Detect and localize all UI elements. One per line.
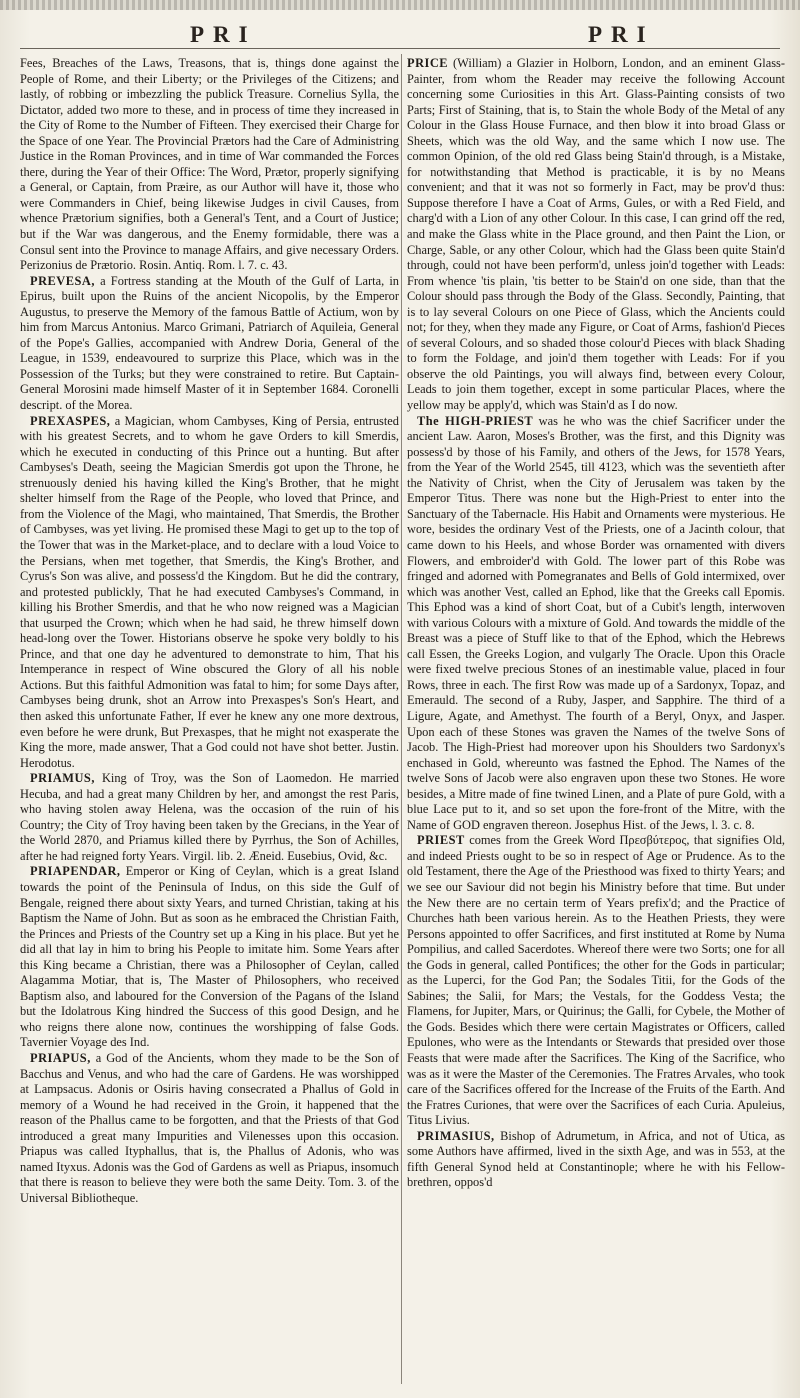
entry-text: Fees, Breaches of the Laws, Treasons, that is, things done against the People of Rome, and their Liberty; or the Privileges of the Citizens; and lastly, of robbing or imbezzling the publick Treasure. Cornelius Sylla, the Dictator, added two more to these, and in process of time they increased in the City of Rome to the Number of Fifteen. They exercised their Charge for the Space of one Year. The Provincial Prætors had the Care of Administring Justice in the Roman Provinces, and in time of War commanded the Forces there, during the Year of their Office: The Word, Prætor, properly signifying a General, or Captain, from Præire, as our Author will have it, those who were Commanders in Chief, being likewise Judges in civil Causes, from whence Prætorium signifies, both a General's Tent, and a Court of Justice; but if the War was dangerous, and the Enemy formidable, there was a Consul sent into the Province to manage Affairs, and give necessary Orders. Perizonius de Prætorio. Rosin. Antiq. Rom. l. 7. c. 43. bbox=[20, 56, 399, 273]
entry-text: Bishop of Adrumetum, in Africa, and not of Utica, as some Authors have affirmed, lived in the sixth Age, and was in 553, at the fifth General Synod held at Constantinople; where he with his Fellow-brethren, oppos'd bbox=[407, 1128, 785, 1190]
entry-priapus bbox=[20, 1051, 399, 1206]
entry-prexaspes bbox=[20, 414, 399, 772]
entry-text: (William) a Glazier in Holborn, London, and an eminent Glass-Painter, from whom the Reader may receive the following Account concerning some Curiosities in this Art. Glass-Painting consists of two Parts; First of Staining, that is, to Stain the whole Body of the Metal of any Colour in the Glass House Furnace, and then blow it into broad Glass or Sheets, which was the old Way, and the same which I now use. The common Opinion, of the old red Glass being Stain'd through, is a Mistake, for notwithstanding that Method is practicable, it is by no Means convenient; and that it was not so formerly in Fact, may be prov'd thus: Suppose therefore I have a Coat of Arms, Gules, or with a Red Field, and charg'd with a Lion of any other Colour. In this case, I can grind off the red, and make the Glass white in the Place ground, and then Paint the Lion, or Charge, Sable, or any other Colour, which had the Glass been quite Stain'd through, could not have been perform'd, unless join'd together with Leads: From whence 'tis plain, 'tis better to be Stain'd on one side, than that the Colour should pass through the Body of the Glass. Secondly, Painting, that is to lay several Colours on one Piece of Glass, which the Ancients could not; for they, when they made any Figure, or Coat of Arms, fashion'd Pieces of several Colours, and so shaded those colour'd Pieces with black Shading to form the Foldage, and join'd them together with Leads: For if you observe the old Paintings, you will always find, between every Colour, Leads to join them together, except in some particular Places, where the yellow may be apply'd, which was Stain'd as I do now. bbox=[407, 56, 785, 413]
entry-praetor-continued bbox=[20, 56, 399, 274]
entry-text: a God of the Ancients, whom they made to be the Son of Bacchus and Venus, and who had the care of Gardens. He was worshipped at Lampsacus. Adonis or Osiris having consecrated a Phallus of Gold in memory of a Wound he had received in the Groin, it happened that the reason of the Phallus came to be forgotten, and that the Priests of that God introduced a great many Impurities and Vilenesses upon this occasion. Priapus was called Ityphallus, that is, the Phallus of Adonis, who was named Ityxus. Adonis was the God of Gardens as well as Priapus, insomuch that there is reason to believe they were both the same Deity. Tom. 3. of the Universal Bibliotheque. bbox=[20, 1051, 399, 1205]
entry-priest bbox=[407, 833, 785, 1128]
entry-headword: PREVESA, bbox=[30, 273, 95, 288]
column-divider bbox=[401, 54, 402, 1384]
entry-prevesa bbox=[20, 274, 399, 414]
entry-headword: The HIGH-PRIEST bbox=[417, 413, 534, 428]
entry-high-priest bbox=[407, 414, 785, 834]
entry-headword: PRIMASIUS, bbox=[417, 1128, 495, 1143]
page-header bbox=[0, 8, 800, 50]
entry-text: comes from the Greek Word Πρεσβύτερος, that signifies Old, and indeed Priests ought to be so in respect of Age or Prudence. As to the old Testament, there the Age of the Priesthood was fixed to thirty Years; and we see our Saviour did not begin his Ministry before that time. But under the New there are no certain term of Years prefix'd; and the Practice of Churches hath been various herein. As to the Heathen Priests, they were Persons appointed to offer Sacrifices, and first instituted at Rome by Numa Pompilius, and called Sacerdotes. Whereof there were two Sorts; one for all the Gods in general, called Pontifices; the other for the Gods in particular; as the Luperci, for the God Pan; the Sodales Titii, for the Gods of the Sabines; the Salii, for Mars; the Vestals, for the Goddess Vesta; the Flamens, for Jupiter, Mars, or Quirinus; the Galli, for Cybele, the Mother of the Gods. Besides which there were certain Magistrates or Officers, called Epulones, who were as the Intendants or Stewards that presided over those Feasts that were made after the Sacrifices. The King of the Sacrifice, who was as it were the Master of the Ceremonies. The Fratres Arvales, who took care of the Sacrifices offered for the Increase of the Fruits of the Earth. And the Fratres Curiones, that were over the Sacrifices of each Curia. Apuleius, Titus Livius. bbox=[407, 833, 785, 1128]
entry-text: King of Troy, was the Son of Laomedon. He married Hecuba, and had a great many Children by her, and amongst the rest Paris, who having stolen away Helena, was the occasion of the ruin of his Country; the City of Troy having been taken by the Grecians, in the Year of the World 2870, and Priamus killed there by Pyrrhus, the Son of Achilles, after he had reigned forty Years. Virgil. lib. 2. Æneid. Eusebius, Ovid, &c. bbox=[20, 771, 399, 863]
entry-primasius bbox=[407, 1129, 785, 1191]
left-column bbox=[20, 56, 399, 1386]
entry-headword: PRIAPUS, bbox=[30, 1051, 91, 1065]
entry-priamus bbox=[20, 771, 399, 864]
entry-text: Emperor or King of Ceylan, which is a great Island towards the point of the Peninsula of Indus, on this side the Gulf of Bengale, reigned there about sixty Years, and turned Christian, taking at his Baptism the Name of John. But as soon as he embraced the Christian Faith, the Princes and Priests of the Country set up a King in his place. But yet he did all that lay in him to bring his People to imitate him. Some Years after this King became a Christian, there was a Philosopher of Ceylan, called Alagamma Motiar, that is, The Master of Philosophers, who received Baptism also, and laboured for the Conversion of the Pagans of the Island but the Idolatrous King hindred the Success of this good Design, and he who reigns there alone now, continues the worshipping of false Gods. Tavernier Voyage des Ind. bbox=[20, 864, 399, 1050]
header-rule bbox=[20, 48, 780, 49]
entry-priapendar bbox=[20, 864, 399, 1051]
right-column bbox=[407, 56, 785, 1386]
running-head-right: PRI bbox=[588, 22, 655, 47]
entry-headword: PRICE bbox=[407, 56, 449, 70]
entry-text: a Fortress standing at the Mouth of the Gulf of Larta, in Epirus, built upon the Ruins of the ancient Nicopolis, by the Emperor Augustus, to preserve the Memory of the famous Battle of Actium, won by him from Marcus Antonius. Marco Grimani, Patriarch of Aquileia, General of the Pope's Gallies, accompanied with Andrew Doria, General of the League, in 1539, endeavoured to surprize this Place, which was in the Possession of the Turks; but they were constrained to retire. But Captain-General Morosini made himself Master of it in September 1684. Coronelli descript. of the Morea. bbox=[20, 273, 399, 413]
entry-text: a Magician, whom Cambyses, King of Persia, entrusted with his greatest Secrets, and to whom he gave Orders to kill Smerdis, which he executed in conducting of this Prince out a hunting. But after Cambyses's Death, seeing the Magician Smerdis got upon the Throne, he strenuously denied his having killed the King's Brother, that he might shelter himself from the Rage of the People, who loved that Prince, and from the Violence of the Magi, who maintained, That Smerdis, the Brother of Cambyses, was yet living. He promised these Magi to get up to the top of the Tower that was in the Market-place, and to declare with a loud Voice to the Persians, when met together, that Smerdis, the King's Brother, and Cyrus's Son was alive, and possess'd the Kingdom. But he did the contrary, and protested publickly, That he had executed Cambyses's Command, in killing his Brother Smerdis, and that he who now reigned was a Magician that usurped the Crown; which when he had said, he threw himself down head-long over the Tower. Historians observe he spoke very boldly to his Prince, and that one day he adventured to demonstrate to him, That his Intemperance in respect of Wine obscured the Glory of all his noble Actions. But this faithful Admonition was fatal to him; for some Days after, Cambyses being drunk, shot an Arrow into Prexaspes's Son's Heart, and then asked this unfortunate Father, If ever he knew any one more dextrous, even before he were drunk, But Prexaspes, that he might not exasperate the King the more, made answer, That a God could not have shot better. Justin. Herodotus. bbox=[20, 413, 399, 770]
running-head-left: PRI bbox=[190, 22, 257, 47]
entry-headword: PRIAPENDAR, bbox=[30, 864, 121, 879]
entry-price bbox=[407, 56, 785, 414]
entry-text: was he who was the chief Sacrificer under the ancient Law. Aaron, Moses's Brother, was the first, and this Dignity was possess'd by those of his Family, and others of the Jews, for 1578 Years, from the Year of the World 2545, till 4123, which was the seventieth after the Nativity of Christ, when the City of Jerusalem was taken by the Emperor Titus. There was none but the High-Priest to enter into the Sanctuary of the Tabernacle. His Habit and Ornaments were mysterious. He wore, besides the ordinary Vest of the Priests, one of a Jacinth colour, that came down to his Heels, and whose Border was ornamented with divers Flowers, and embroider'd with Gold. The lower part of this Robe was fringed and adorned with Pomegranates and Bells of Gold intermixed, over which was another Vest, called an Ephod, like that the Greeks call Epomis. This Ephod was a kind of short Coat, but of a Cubit's length, interwoven with various Colours with a mixture of Gold. And towards the middle of the Breast was a piece of Stuff like to that of the Ephod, which the Hebrews call Essen, the Greeks Logion, and vulgarly The Oracle. Upon this Oracle were fixed twelve precious Stones of an inestimable value, placed in four Rows, three in each. The first Row was made up of a Sardonyx, Topaz, and Emerauld. The second of a Ruby, Jasper, and Sapphire. The third of a Ligure, Agate, and Amethyst. The fourth of a Beryl, Onyx, and Jasper. Upon each of these Stones was graven the Names of the twelve Sons of Jacob. The High-Priest had moreover upon his Shoulders two Sardonyx's enchased in Gold, whereunto was fastned the Ephod. The Names of the twelve Sons of Jacob were also engraven upon these two Stones. He wore besides, a Mitre made of fine twined Linen, and a Plate of pure Gold, with a blue Lace put to it, and so set upon the fore-front of the Mitre, with the Name of GOD engraven thereon. Josephus Hist. of the Jews, l. 3. c. 8. bbox=[407, 413, 785, 832]
entry-headword: PREXASPES, bbox=[30, 413, 111, 428]
entry-headword: PRIEST bbox=[417, 833, 465, 848]
entry-headword: PRIAMUS, bbox=[30, 771, 95, 786]
